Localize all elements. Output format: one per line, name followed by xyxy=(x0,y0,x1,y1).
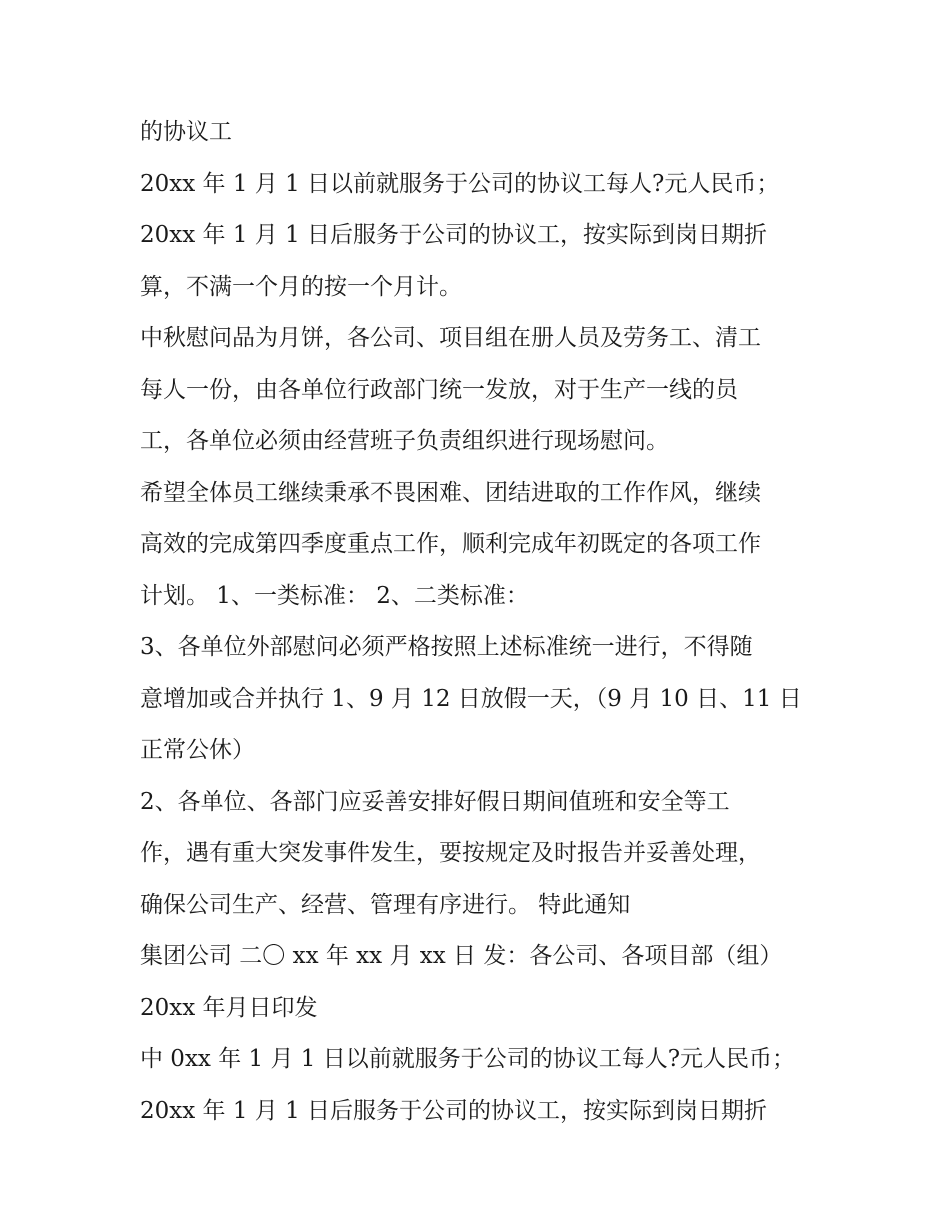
text-line: 20xx 年 1 月 1 日以前就服务于公司的协议工每人?元人民币； xyxy=(140,170,780,197)
text-line: 作，遇有重大突发事件发生，要按规定及时报告并妥善处理， xyxy=(140,840,761,866)
text-line: 3、各单位外部慰问必须严格按照上述标准统一进行，不得随 xyxy=(140,634,753,660)
text-line: 20xx 年 1 月 1 日后服务于公司的协议工，按实际到岗日期折 xyxy=(140,1097,768,1124)
text-line: 正常公休） xyxy=(140,737,255,763)
text-line: 20xx 年 1 月 1 日后服务于公司的协议工，按实际到岗日期折 xyxy=(140,222,768,248)
document-body xyxy=(140,107,830,1137)
text-line: 每人一份，由各单位行政部门统一发放，对于生产一线的员 xyxy=(140,376,738,403)
text-line: 集团公司 二〇 xx 年 xx 月 xx 日 发：各公司、各项目部（组） xyxy=(140,943,783,969)
text-line: 工，各单位必须由经营班子负责组织进行现场慰问。 xyxy=(140,428,669,454)
text-line: 希望全体员工继续秉承不畏困难、团结进取的工作作风，继续 xyxy=(140,479,761,506)
text-line: 中 0xx 年 1 月 1 日以前就服务于公司的协议工每人?元人民币； xyxy=(140,1046,796,1072)
text-line: 意增加或合并执行 1、9 月 12 日放假一天，（9 月 10 日、11 日 xyxy=(140,685,802,712)
text-line: 20xx 年月日印发 xyxy=(140,994,318,1021)
text-line: 2、各单位、各部门应妥善安排好假日期间值班和安全等工 xyxy=(140,788,730,815)
text-line: 的协议工 xyxy=(140,119,232,145)
text-line: 确保公司生产、经营、管理有序进行。 特此通知 xyxy=(140,891,631,918)
text-line: 中秋慰问品为月饼，各公司、项目组在册人员及劳务工、清工 xyxy=(140,325,761,351)
text-line: 高效的完成第四季度重点工作，顺利完成年初既定的各项工作 xyxy=(140,531,761,557)
text-line: 计划。 1、一类标准： 2、二类标准： xyxy=(140,582,529,609)
text-line: 算，不满一个月的按一个月计。 xyxy=(140,273,462,300)
